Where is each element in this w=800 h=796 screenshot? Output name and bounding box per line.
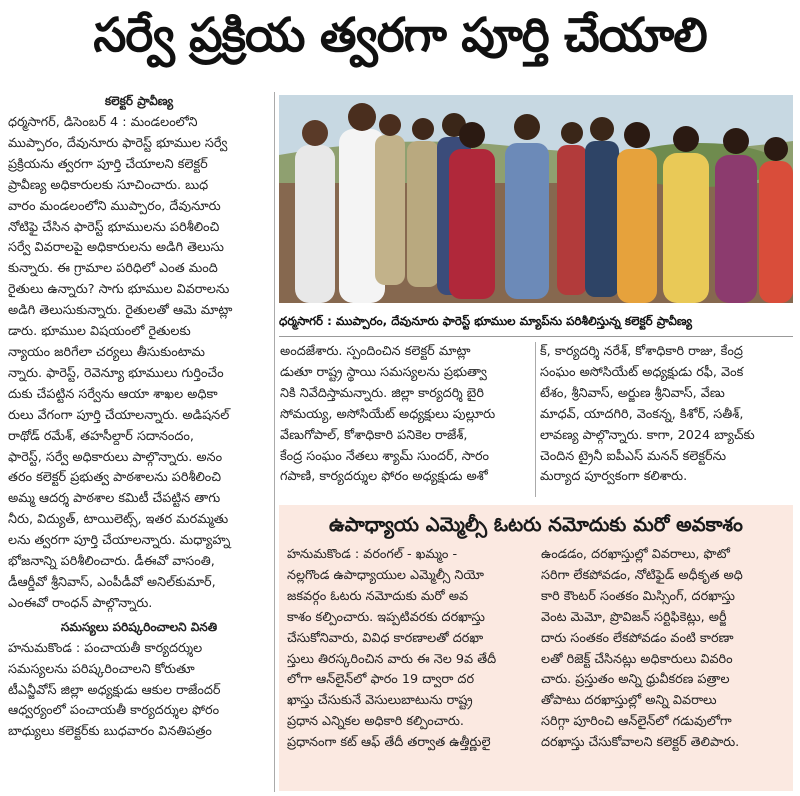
box-article-line: స్తులు తిరస్కరించిన వారు ఈ నెల 9వ తేదీ (287, 651, 497, 667)
side-article-line: చెందిన ట్రైనీ ఐపీఎస్‌ మనన్‌ కలెక్టర్‌ను (540, 448, 727, 464)
main-article-line: నోటిఫై చేసిన ఫారెస్ట్‌ భూములను పరిశీలించి (8, 219, 220, 235)
main-article-line: తరం కలెక్టర్‌ ప్రభుత్వ పాఠశాలను పరిశీలించి (8, 470, 222, 486)
side-article-line: సంఘం అసోసియేట్‌ అధ్యక్షుడు రఫీ, వెంక (540, 364, 744, 380)
side-article-line: లావణ్య పాల్గొన్నారు. కాగా, 2024 బ్యాచ్‌కు (540, 427, 755, 443)
main-article-line: ఫారెస్ట్‌, సర్వే అధికారులు పాల్గొన్నారు. అనం (8, 449, 223, 465)
box-article-line: ఉండడం, దరఖాస్తుల్లో వివరాలు, ఫొటో (541, 547, 730, 562)
box-column-1 (287, 545, 533, 754)
box-article-line: ప్రధాన ఎన్నికల అధికారి కల్పించారు. (287, 714, 464, 730)
main-article-line: డారు. భూముల విషయంలో రైతులకు (8, 324, 191, 340)
box-article-line: చారు. ప్రస్తుతం అన్ని ధ్రువీకరణ పత్రాల (541, 672, 730, 688)
rule-left-column (274, 92, 275, 792)
main-article-line: వారం మండలంలోని ముప్పారం, దేవునూరు (8, 198, 221, 214)
box-article-line: కారి కౌంటర్‌ సంతకం మిస్సింగ్‌, దరఖాస్తు (541, 588, 735, 604)
main-article-line: అమ్మ ఆదర్శ పాఠశాల కమిటీ చేపట్టిన తాగు (8, 491, 221, 507)
side-article-line: మాధవ్‌, యాదగిరి, వెంకన్న, కిశోర్‌, సతీశ్‌, (540, 406, 744, 422)
main-article-line: అడిగి తెలుసుకున్నారు. రైతులతో ఆమె మాట్లా (8, 303, 233, 319)
main-article-line: ప్రావీణ్య అధికారులకు సూచించారు. బుధ (8, 177, 209, 193)
main-article-line: న్నారు. ఫారెస్ట్‌, రెవెన్యూ భూములు గుర్తించేం (8, 365, 224, 381)
box-column-2 (541, 545, 787, 754)
side-article-line: టేశం, శ్రీనివాస్‌, అర్జుణ శ్రీనివాస్‌, వేణు (540, 385, 725, 401)
voter-registration-box (279, 505, 793, 791)
main-article-line: ప్రక్రియను త్వరగా పూర్తి చేయాలని కలెక్టర్‌ (8, 156, 208, 172)
box-article-line: దరఖాస్తు చేసుకోవాలని కలెక్టర్‌ తెలిపారు. (541, 735, 740, 751)
main-article-line: దుకు చేపట్టిన సర్వేను ఆయా శాఖల అధికా (8, 386, 218, 402)
box-article-line: ఖాస్తు చేసుకునే వెసులుబాటును రాష్ట్ర (287, 693, 473, 709)
main-article-line: డీఆర్డీవో శ్రీనివాస్‌, ఎంపీడీవో అనిల్‌కుమార్‌, (8, 574, 216, 590)
box-article-line: ప్రధానంగా కట్‌ ఆఫ్‌ తేదీ తర్వాత ఉత్తీర్ణులై (287, 735, 491, 751)
main-article-line: లను త్వరగా పూర్తి చేయాలన్నారు. మధ్యాహ్న (8, 533, 231, 549)
side-article-line: అందజేశారు. స్పందించిన కలెక్టర్‌ మాట్లా (280, 344, 471, 359)
side-article-line: సమస్యలను పరిష్కరించాలని కోరుతూ (8, 661, 195, 677)
box-article-line: లోగా ఆన్‌లైన్‌లో ఫారం 19 ద్వారా దర (287, 672, 475, 688)
side-article-line: హనుమకొండ : పంచాయతీ కార్యదర్శుల (8, 640, 203, 656)
side-article-column-3 (540, 342, 792, 488)
side-article-line: టీఎన్జీవోస్‌ జిల్లా అధ్యక్షుడు ఆకుల రాజేందర్‌ (8, 682, 221, 698)
side-article-line: గపాణి, కార్యదర్శుల ఫోరం అధ్యక్షుడు అశో (280, 469, 488, 485)
side-article-line: బాధ్యులు కలెక్టర్‌కు బుధవారం వినతిపత్రం (8, 724, 212, 740)
side-article-line: ఆధ్వర్యంలో పంచాయతీ కార్యదర్శుల ఫోరం (8, 703, 220, 719)
side-article-line: క్‌, కార్యదర్శి నరేశ్‌, కోశాధికారి రాజు, కేంద్ర (540, 344, 743, 359)
box-article-line: నల్లగొండ ఉపాధ్యాయుల ఎమ్మెల్సీ నియో (287, 567, 484, 583)
photo-caption: ధర్మసాగర్‌ : ముప్పారం, దేవునూరు ఫారెస్ట్‌ భూముల మ్యాప్‌ను పరిశీలిస్తున్న కలెక్టర్‌ ప్రావీణ్య (279, 306, 793, 337)
box-article-line: హనుమకొండ : వరంగల్‌ - ఖమ్మం - (287, 547, 458, 562)
main-article-line: ధర్మసాగర్‌, డిసెంబర్‌ 4 : మండలంలోని (8, 115, 198, 130)
main-article-line: కున్నారు. ఈ గ్రామాల పరిధిలో ఎంత మంది (8, 261, 218, 277)
box-article-line: సరిగ్గా పూరించి ఆన్‌లైన్‌లో గడువులోగా (541, 714, 732, 730)
main-article-line: ఎంఈవో రాంధన్‌ పాల్గొన్నారు. (8, 595, 153, 611)
box-article-line: లతో రిజెక్ట్‌ చేసినట్లు అధికారులు వివరిం (541, 651, 733, 667)
main-article-column (8, 93, 270, 743)
box-article-line: చేసుకోనివారు, వివిధ కారణాలతో దరఖా (287, 630, 484, 646)
box-article-line: జకవర్గం ఓటరు నమోదుకు మరో అవ (287, 588, 469, 604)
box-article-line: కాశం కల్పించారు. ఇప్పటివరకు దరఖాస్తు (287, 609, 485, 625)
main-article-line: రైతులు ఉన్నారు? సాగు భూముల వివరాలను (8, 282, 230, 298)
side-article-subhead: సమస్యలు పరిష్కరించాలని వినతి (60, 619, 218, 634)
field-inspection-photo (279, 95, 793, 303)
box-article-line: వెంట మెమో, ప్రొవిజన్‌ సర్టిఫికెట్లు, అర్జీ (541, 609, 727, 625)
main-article-line: రాథోడ్‌ రమేశ్‌, తహసీల్దార్‌ సదానందం, (8, 428, 194, 444)
side-article-line: సోమయ్య, అసోసియేట్‌ అధ్యక్షులు పుల్లూరు (280, 406, 496, 422)
rule-col2-col3 (535, 342, 536, 497)
box-title: ఉపాధ్యాయ ఎమ్మెల్సీ ఓటరు నమోదుకు మరో అవకాశం (329, 513, 743, 536)
main-article-line: ముప్పారం, దేవునూరు ఫారెస్ట్‌ భూముల సర్వే (8, 135, 228, 151)
side-article-line: వేణుగోపాల్‌, కోశాధికారి పనికెల రాజేశ్‌, (280, 427, 468, 443)
main-article-body (8, 113, 270, 615)
box-article-line: దారు సంతకం లేకపోవడం వంటి కారణా (541, 630, 734, 646)
side-article-line: మర్యాద పూర్వకంగా కలిశారు. (540, 469, 688, 485)
main-article-line: రులు వేగంగా పూర్తి చేయాలన్నారు. అడిషనల్‌ (8, 407, 230, 423)
headline: సర్వే ప్రక్రియ త్వరగా పూర్తి చేయాలి (93, 8, 707, 63)
side-article-line: నికి నివేదిస్తామన్నారు. జిల్లా కార్యదర్శి బైరి (280, 385, 484, 401)
side-article-line: కేంద్ర సంఘం నేతలు శ్యామ్‌ సుందర్‌, సారం (280, 448, 490, 464)
side-article-line: డుతూ రాష్ట్ర స్థాయి సమస్యలను ప్రభుత్వా (280, 364, 487, 380)
box-article-line: తోపాటు దరఖాస్తుల్లో అన్ని వివరాలు (541, 693, 717, 709)
side-article-body-col1 (8, 639, 270, 744)
side-article-column-2 (280, 342, 532, 488)
box-article-line: సరిగా లేకపోవడం, నోటిఫైడ్‌ అధీకృత అధి (541, 567, 743, 583)
news-photo (279, 95, 793, 303)
main-article-line: భోజనాన్ని పరిశీలించారు. డీఈవో వాసంతి, (8, 554, 215, 570)
main-article-line: నీరు, విద్యుత్‌, టాయిలెట్స్‌, ఇతర మరమ్మతు (8, 512, 229, 528)
main-article-line: న్యాయం జరిగేలా చర్యలు తీసుకుంటామ (8, 344, 205, 360)
byline: కలెక్టర్‌ ప్రావీణ్య (104, 94, 174, 108)
main-article-line: సర్వే వివరాలపై అధికారులను అడిగి తెలుసు (8, 240, 224, 256)
